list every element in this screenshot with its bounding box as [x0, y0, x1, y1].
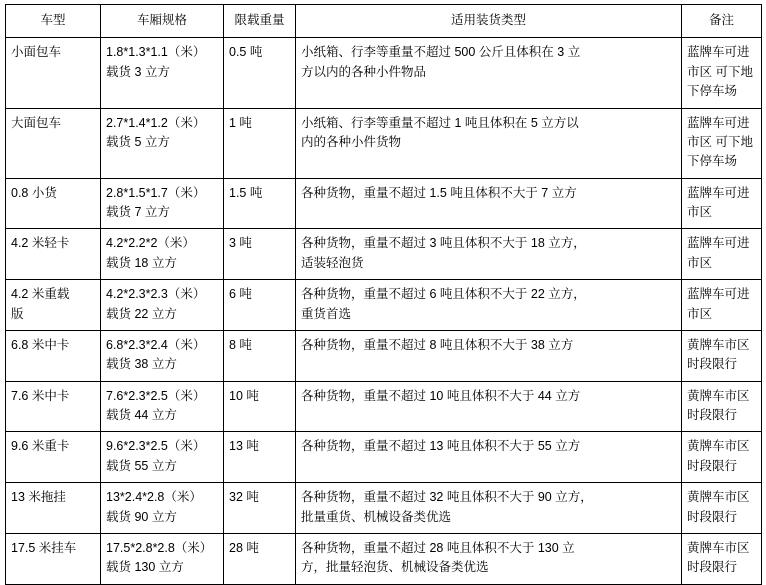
cell-spec: [101, 38, 224, 108]
table-header-row: [6, 5, 762, 38]
column-header-remark: 备注: [682, 5, 762, 38]
vehicle-spec-table: [5, 4, 762, 585]
cell-remark: [682, 38, 762, 108]
cell-spec: [101, 280, 224, 331]
cell-load: [224, 229, 296, 280]
cell-spec-line: 载货 38 立方: [106, 357, 177, 372]
table-body: [6, 38, 762, 584]
table-row: [6, 178, 762, 229]
cell-cargo-type-line: 方以内的各种小件物品: [301, 64, 427, 79]
cell-remark-line: 市区 可下地: [687, 134, 753, 149]
cell-model: [6, 533, 101, 584]
cell-model: [6, 330, 101, 381]
cell-remark-line: 黄牌车市区: [687, 337, 750, 352]
cell-load: [224, 432, 296, 483]
cell-spec: [101, 483, 224, 534]
cell-remark: [682, 533, 762, 584]
cell-cargo-type: [296, 381, 682, 432]
cell-remark: [682, 229, 762, 280]
cell-remark: [682, 381, 762, 432]
column-header-cargo-type: 适用装货类型: [296, 5, 682, 38]
table-row: [6, 38, 762, 108]
cell-remark-line: 时段限行: [687, 458, 738, 473]
cell-remark-line: 市区: [687, 306, 713, 321]
cell-remark-line: 时段限行: [687, 509, 738, 524]
cell-load-line: 28 吨: [229, 540, 259, 555]
cell-spec: [101, 229, 224, 280]
cell-model: [6, 229, 101, 280]
table-row: [6, 432, 762, 483]
cell-load-line: 1 吨: [229, 115, 252, 130]
cell-remark-line: 时段限行: [687, 408, 738, 422]
cell-cargo-type-line: 各种货物，重量不超过 32 吨且体积不大于 90 立方，: [301, 490, 593, 505]
cell-remark-line: 蓝牌车可进: [687, 115, 750, 130]
cell-remark-line: 市区: [687, 205, 713, 219]
cell-spec-line: 载货 55 立方: [106, 458, 177, 473]
cell-model-line: 0.8 小货: [11, 185, 57, 200]
cell-spec: [101, 108, 224, 178]
cell-load: [224, 483, 296, 534]
cell-spec-line: 载货 18 立方: [106, 255, 177, 270]
table-row: [6, 229, 762, 280]
table-row: [6, 330, 762, 381]
cell-spec-line: 载货 22 立方: [106, 306, 177, 321]
cell-model-line: 版: [11, 306, 24, 321]
cell-cargo-type: [296, 229, 682, 280]
cell-spec: [101, 432, 224, 483]
cell-cargo-type-line: 方，批量轻泡货、机械设备类优选: [301, 560, 489, 575]
table-row: [6, 533, 762, 584]
cell-cargo-type-line: 各种货物，重量不超过 8 吨且体积不大于 38 立方: [301, 337, 574, 352]
cell-cargo-type-line: 各种货物，重量不超过 13 吨且体积不大于 55 立方: [301, 439, 581, 454]
cell-spec-line: 载货 7 立方: [106, 205, 170, 219]
cell-spec-line: 13*2.4*2.8（米）: [106, 490, 202, 505]
cell-cargo-type: [296, 483, 682, 534]
cell-remark-line: 时段限行: [687, 560, 738, 575]
column-header-model: 车型: [6, 5, 101, 38]
cell-model-line: 大面包车: [11, 115, 62, 130]
cell-remark-line: 黄牌车市区: [687, 388, 750, 403]
cell-remark-line: 蓝牌车可进: [687, 45, 750, 60]
column-header-spec: 车厢规格: [101, 5, 224, 38]
cell-model-line: 小面包车: [11, 45, 62, 60]
table-row: [6, 108, 762, 178]
cell-spec-line: 载货 130 立方: [106, 560, 184, 575]
column-header-load: 限载重量: [224, 5, 296, 38]
cell-remark-line: 蓝牌车可进: [687, 185, 750, 200]
cell-remark: [682, 280, 762, 331]
cell-spec-line: 2.7*1.4*1.2（米）: [106, 115, 206, 130]
cell-cargo-type-line: 各种货物，重量不超过 10 吨且体积不大于 44 立方: [301, 388, 581, 403]
cell-remark: [682, 483, 762, 534]
table-row: [6, 381, 762, 432]
cell-cargo-type: [296, 178, 682, 229]
table-row: [6, 483, 762, 534]
table-header: [6, 5, 762, 38]
cell-spec: [101, 533, 224, 584]
cell-spec-line: 6.8*2.3*2.4（米）: [106, 337, 206, 352]
cell-remark: [682, 178, 762, 229]
cell-load: [224, 330, 296, 381]
cell-cargo-type-line: 适装轻泡货: [301, 255, 364, 270]
cell-load-line: 13 吨: [229, 439, 259, 454]
cell-cargo-type-line: 批量重货、机械设备类优选: [301, 509, 452, 524]
cell-model: [6, 280, 101, 331]
cell-load-line: 0.5 吨: [229, 45, 263, 60]
cell-spec-line: 4.2*2.3*2.3（米）: [106, 287, 206, 302]
cell-spec-line: 7.6*2.3*2.5（米）: [106, 388, 206, 403]
cell-cargo-type-line: 各种货物，重量不超过 3 吨且体积不大于 18 立方，: [301, 236, 586, 251]
cell-spec-line: 载货 90 立方: [106, 509, 177, 524]
cell-cargo-type-line: 各种货物，重量不超过 28 吨且体积不大于 130 立: [301, 540, 575, 555]
cell-remark-line: 市区 可下地: [687, 64, 753, 79]
cell-load: [224, 108, 296, 178]
cell-remark-line: 黄牌车市区: [687, 490, 750, 505]
cell-load-line: 10 吨: [229, 388, 259, 403]
cell-cargo-type: [296, 533, 682, 584]
cell-model: [6, 381, 101, 432]
cell-cargo-type: [296, 280, 682, 331]
cell-spec-line: 17.5*2.8*2.8（米）: [106, 540, 213, 555]
cell-model-line: 13 米拖挂: [11, 490, 66, 505]
cell-model: [6, 178, 101, 229]
table-row: [6, 280, 762, 331]
cell-remark-line: 黄牌车市区: [687, 439, 750, 454]
cell-spec-line: 4.2*2.2*2（米）: [106, 236, 195, 251]
cell-model-line: 17.5 米挂车: [11, 540, 77, 555]
cell-load: [224, 381, 296, 432]
cell-model: [6, 108, 101, 178]
cell-cargo-type: [296, 330, 682, 381]
cell-model-line: 7.6 米中卡: [11, 388, 70, 403]
cell-cargo-type: [296, 38, 682, 108]
cell-spec-line: 9.6*2.3*2.5（米）: [106, 439, 206, 454]
cell-remark: [682, 330, 762, 381]
cell-remark: [682, 432, 762, 483]
cell-spec-line: 载货 44 立方: [106, 408, 177, 422]
cell-cargo-type-line: 小纸箱、行李等重量不超过 500 公斤且体积在 3 立: [301, 45, 581, 60]
cell-cargo-type-line: 小纸箱、行李等重量不超过 1 吨且体积在 5 立方以: [301, 115, 579, 130]
cell-load-line: 3 吨: [229, 236, 252, 251]
cell-model-line: 4.2 米重载: [11, 287, 70, 302]
cell-model: [6, 483, 101, 534]
cell-load: [224, 533, 296, 584]
cell-load-line: 6 吨: [229, 287, 252, 302]
cell-remark-line: 下停车场: [687, 154, 738, 169]
cell-load-line: 8 吨: [229, 337, 252, 352]
cell-spec: [101, 330, 224, 381]
cell-spec-line: 载货 5 立方: [106, 134, 170, 149]
cell-remark-line: 蓝牌车可进: [687, 287, 750, 302]
cell-cargo-type: [296, 432, 682, 483]
cell-spec-line: 载货 3 立方: [106, 64, 170, 79]
cell-remark-line: 蓝牌车可进: [687, 236, 750, 251]
cell-load: [224, 38, 296, 108]
cell-model: [6, 38, 101, 108]
cell-cargo-type-line: 重货首选: [301, 306, 352, 321]
cell-remark-line: 市区: [687, 255, 713, 270]
cell-remark: [682, 108, 762, 178]
cell-load: [224, 178, 296, 229]
cell-model-line: 6.8 米中卡: [11, 337, 70, 352]
cell-cargo-type: [296, 108, 682, 178]
cell-load-line: 1.5 吨: [229, 185, 263, 200]
cell-load: [224, 280, 296, 331]
cell-remark-line: 黄牌车市区: [687, 540, 750, 555]
cell-spec: [101, 381, 224, 432]
cell-model: [6, 432, 101, 483]
cell-model-line: 9.6 米重卡: [11, 439, 70, 454]
cell-cargo-type-line: 各种货物，重量不超过 6 吨且体积不大于 22 立方，: [301, 287, 586, 302]
cell-spec: [101, 178, 224, 229]
cell-cargo-type-line: 各种货物，重量不超过 1.5 吨且体积不大于 7 立方: [301, 185, 577, 200]
cell-spec-line: 1.8*1.3*1.1（米）: [106, 45, 206, 60]
cell-load-line: 32 吨: [229, 490, 259, 505]
cell-cargo-type-line: 内的各种小件货物: [301, 134, 402, 149]
cell-remark-line: 下停车场: [687, 84, 738, 99]
cell-model-line: 4.2 米轻卡: [11, 236, 70, 251]
cell-spec-line: 2.8*1.5*1.7（米）: [106, 185, 206, 200]
cell-remark-line: 时段限行: [687, 357, 738, 372]
